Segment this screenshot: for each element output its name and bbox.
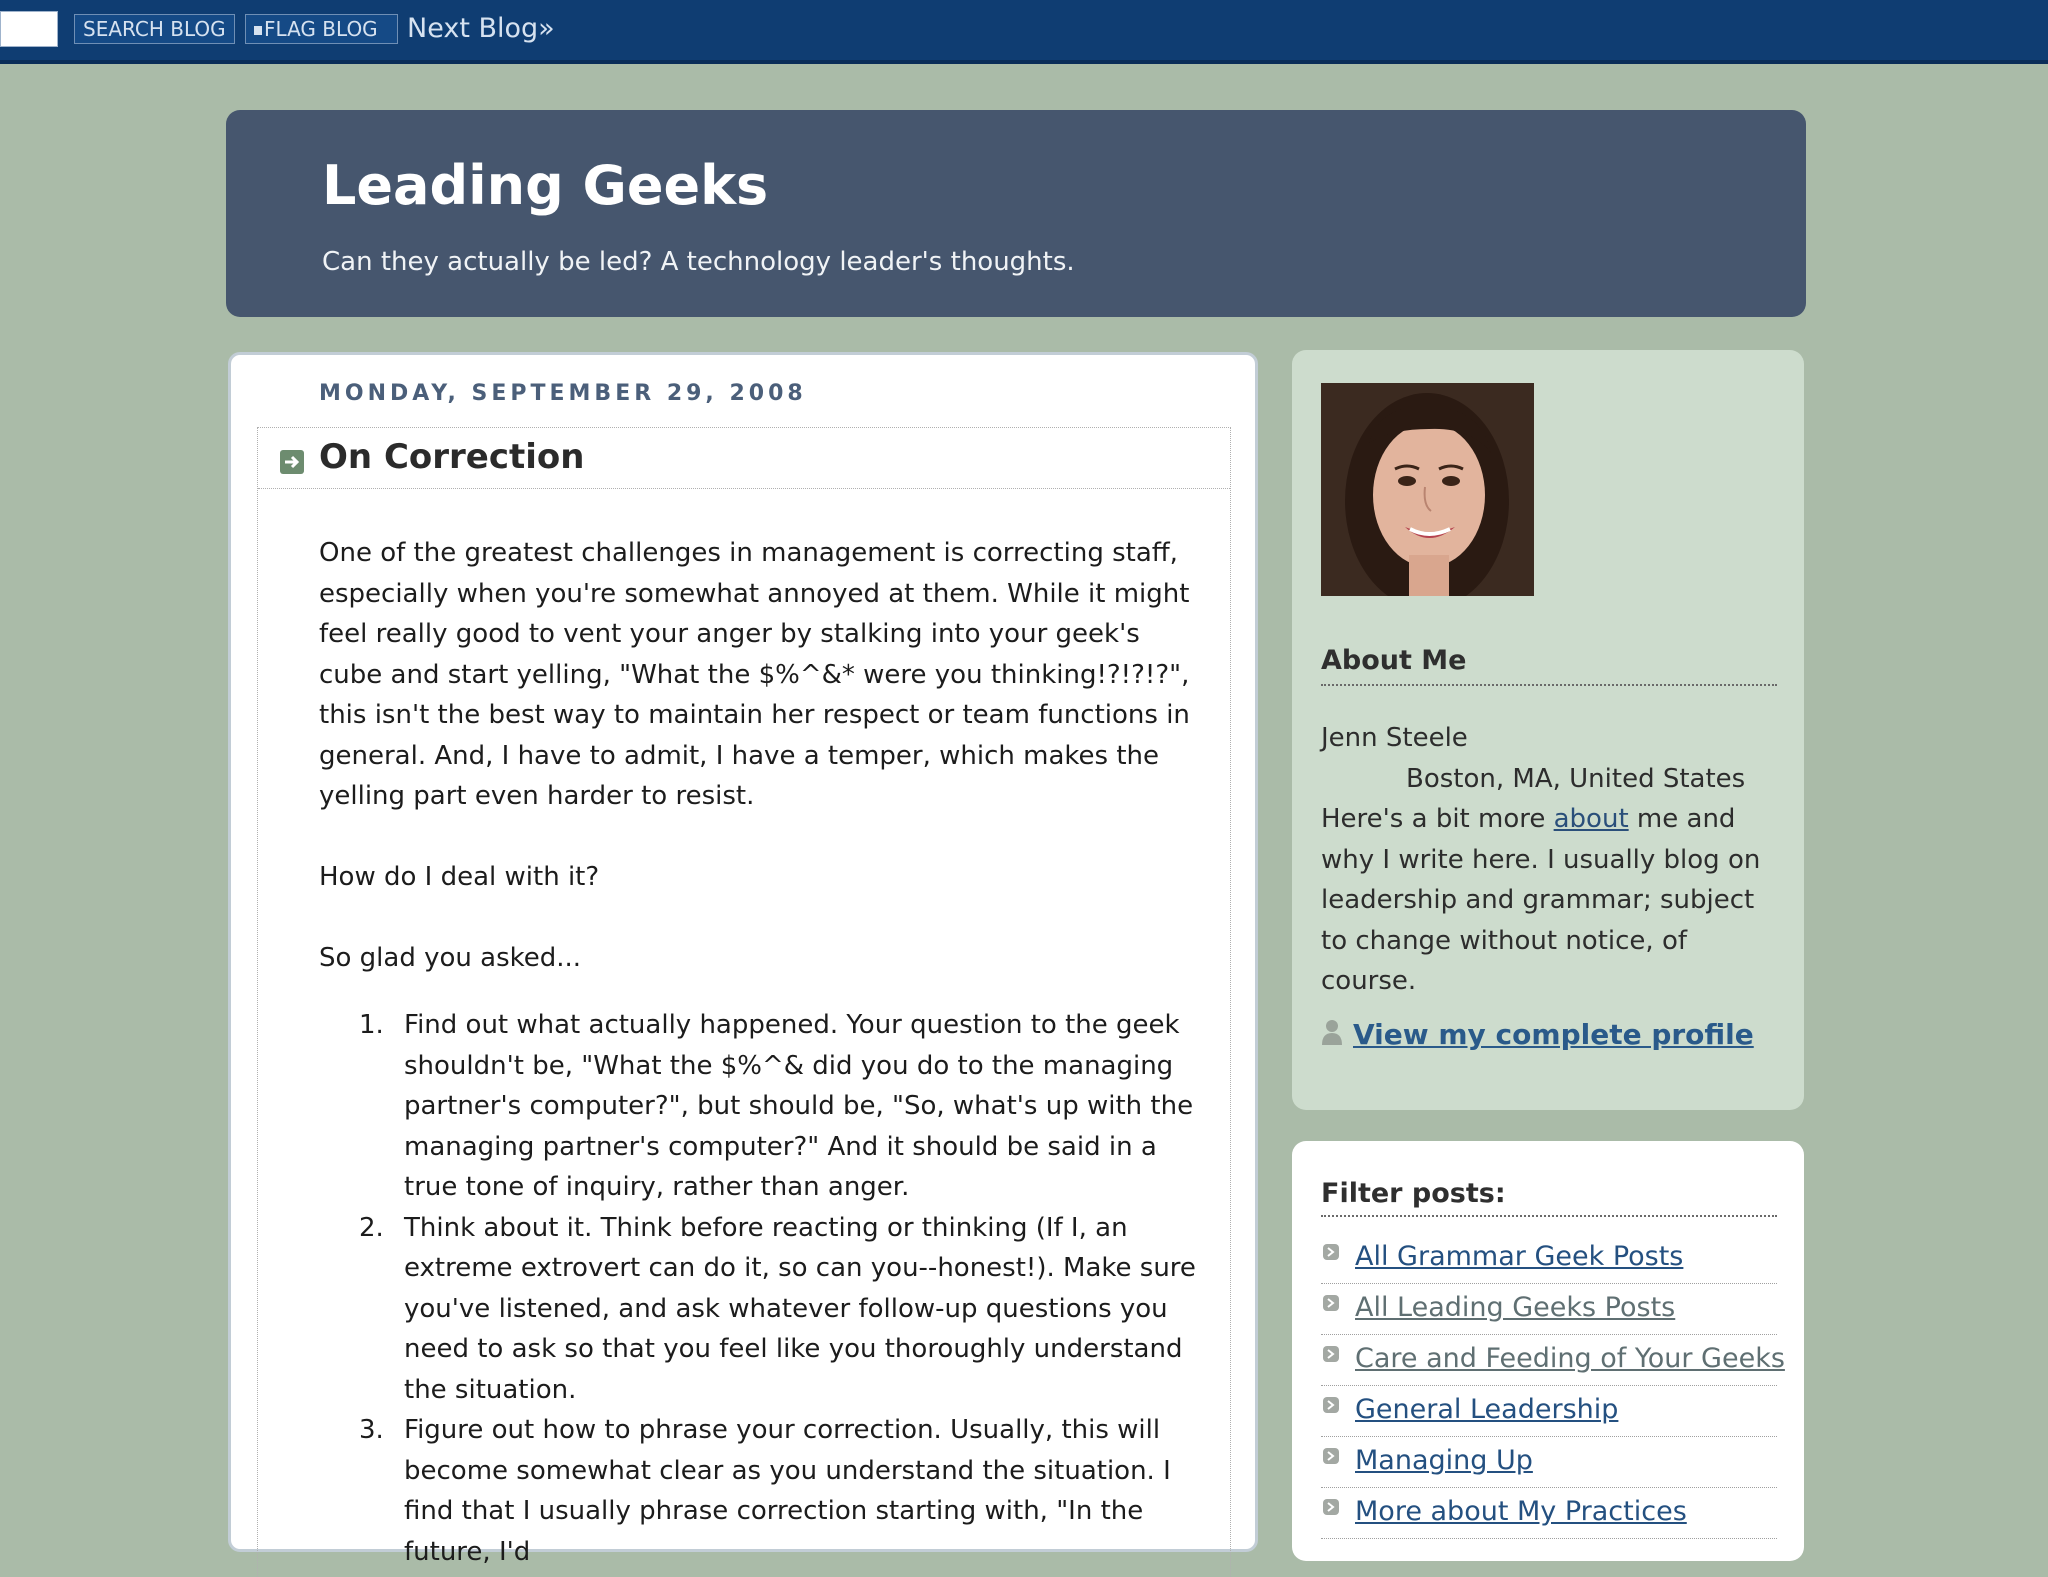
list-item-text: Figure out how to phrase your correction. Usually, this will become somewhat clear as you understand the situation. I find that I usually phrase correction starting with, "In the future, I'd: [404, 1415, 1171, 1567]
bio-text-start: Here's a bit more: [1321, 804, 1554, 834]
list-item: [319, 1410, 1199, 1572]
bio-text-end: me and why I write here. I usually blog on leadership and grammar; subject to change without notice, of course.: [1321, 804, 1761, 996]
about-me-text: [1321, 718, 1781, 1002]
post-paragraph: How do I deal with it?: [319, 862, 600, 892]
filter-link[interactable]: All Grammar Geek Posts: [1355, 1241, 1684, 1272]
list-item: [319, 1208, 1199, 1411]
filter-link[interactable]: All Leading Geeks Posts: [1355, 1292, 1676, 1323]
main-content: [228, 352, 1258, 1567]
list-item: [319, 1005, 1199, 1208]
arrow-right-icon: [280, 450, 304, 474]
list-number: 1.: [359, 1010, 384, 1040]
list-item-text: Find out what actually happened. Your question to the geek shouldn't be, "What the $%^& did you do to the managing partner's computer?", but should be, "So, what's up with the managing partner's computer?" And it should be said in a true tone of inquiry, rather than anger.: [404, 1010, 1194, 1202]
blog-title[interactable]: Leading Geeks: [322, 154, 769, 217]
filter-link[interactable]: Managing Up: [1355, 1445, 1533, 1476]
person-icon: [1321, 1019, 1343, 1045]
filter-list: [1321, 1233, 1785, 1539]
blog-header: [226, 110, 1806, 317]
filter-link[interactable]: More about My Practices: [1355, 1496, 1687, 1527]
arrow-bullet-icon: [1323, 1346, 1339, 1362]
filter-item: [1321, 1386, 1777, 1437]
author-location: Boston, MA, United States: [1406, 763, 1746, 794]
post-paragraph: So glad you asked...: [319, 943, 582, 973]
list-number: 2.: [359, 1212, 384, 1243]
author-name: Jenn Steele: [1321, 723, 1468, 753]
filter-item: [1321, 1233, 1777, 1284]
list-item-text: Think about it. Think before reacting or thinking (If I, an extreme extrovert can do it, so can you--honest!). Make sure you've listened, and ask whatever follow-up questions you need to ask so that you feel like you thoroughly understand the situation.: [404, 1212, 1196, 1405]
arrow-bullet-icon: [1323, 1448, 1339, 1464]
post-title[interactable]: On Correction: [319, 437, 585, 477]
list-number: 3.: [359, 1415, 384, 1445]
post-title-row: [258, 428, 1230, 489]
post-date: MONDAY, SEPTEMBER 29, 2008: [319, 381, 807, 406]
navbar-search-input[interactable]: [0, 11, 58, 47]
post-ordered-list: [319, 1005, 1199, 1572]
profile-avatar[interactable]: [1321, 383, 1534, 596]
arrow-bullet-icon: [1323, 1244, 1339, 1260]
about-me-heading: About Me: [1321, 642, 1777, 686]
flag-blog-label: FLAG BLOG: [264, 17, 378, 41]
filter-link[interactable]: Care and Feeding of Your Geeks: [1355, 1343, 1785, 1374]
author-bio: [1321, 799, 1781, 1002]
sidebar-about-box: [1292, 350, 1804, 1110]
filter-posts-heading: Filter posts:: [1321, 1175, 1777, 1217]
filter-item: [1321, 1488, 1777, 1539]
filter-item: [1321, 1335, 1785, 1386]
blogger-navbar: [0, 0, 2048, 64]
arrow-bullet-icon: [1323, 1499, 1339, 1515]
arrow-bullet-icon: [1323, 1397, 1339, 1413]
filter-item: [1321, 1437, 1777, 1488]
sidebar-filter-box: [1292, 1141, 1804, 1561]
search-blog-button[interactable]: SEARCH BLOG: [74, 14, 235, 44]
flag-icon: [254, 26, 262, 35]
arrow-bullet-icon: [1323, 1295, 1339, 1311]
about-link[interactable]: about: [1553, 804, 1629, 834]
blog-description: Can they actually be led? A technology leader's thoughts.: [322, 247, 1075, 277]
flag-blog-button[interactable]: [245, 14, 398, 44]
filter-link[interactable]: General Leadership: [1355, 1394, 1619, 1425]
filter-item: [1321, 1284, 1777, 1335]
next-blog-link[interactable]: Next Blog»: [407, 13, 555, 44]
post-body: [319, 533, 1199, 979]
post-paragraph: One of the greatest challenges in management is correcting staff, especially when you're somewhat annoyed at them. While it might feel really good to vent your anger by stalking into your geek's cube and start yelling, "What the $%^&* were you thinking!?!?!?", this isn't the best way to maintain her respect or team functions in general. And, I have to admit, I have a temper, which makes the yelling part even harder to resist.: [319, 538, 1190, 811]
view-profile-link[interactable]: View my complete profile: [1353, 1018, 1754, 1051]
